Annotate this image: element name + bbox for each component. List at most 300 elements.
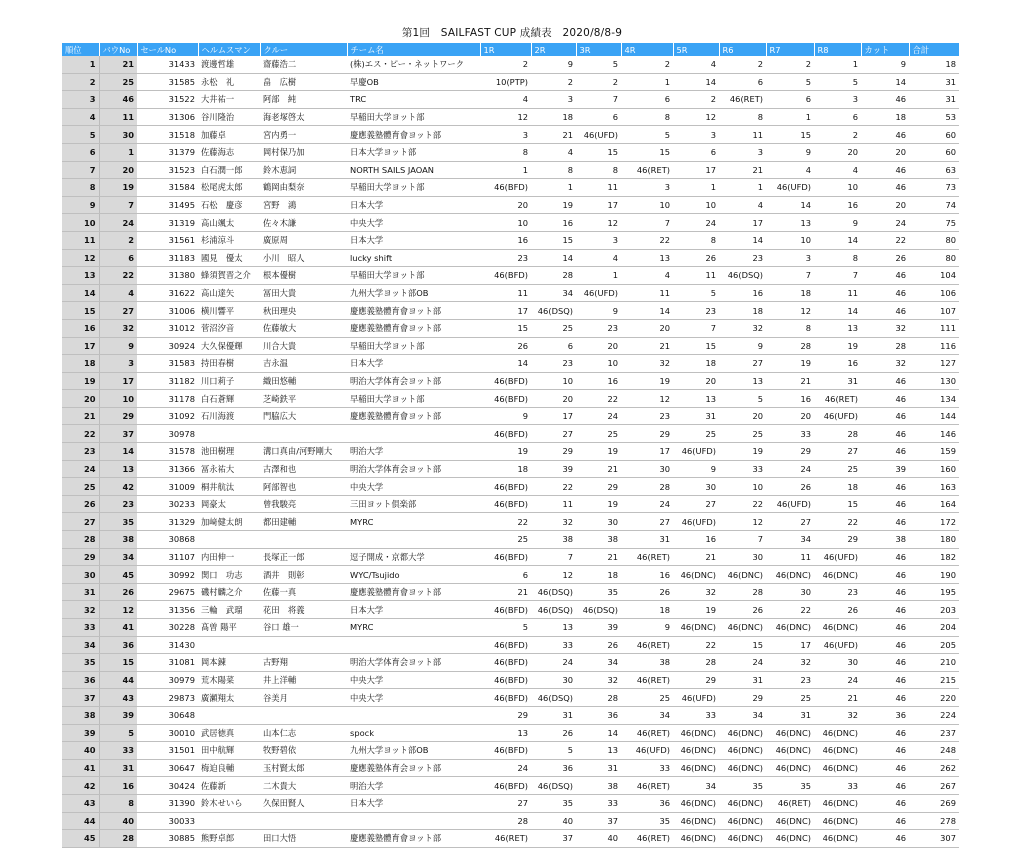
- cell-sail-no: 31366: [137, 460, 198, 478]
- table-row: [62, 390, 959, 408]
- cell-rank: 1: [62, 56, 99, 73]
- cell-rank: 36: [62, 671, 99, 689]
- cell-race-6: 46(DNC): [719, 724, 766, 742]
- cell-crew: 古澤和也: [260, 460, 347, 478]
- cell-race-7: 22: [766, 601, 814, 619]
- cell-race-1: 46(BFD): [480, 654, 531, 672]
- cell-total: 159: [909, 443, 959, 461]
- cell-cut: 46: [861, 91, 909, 109]
- cell-race-3: 46(UFD): [576, 126, 621, 144]
- cell-cut: 46: [861, 654, 909, 672]
- cell-bow-no: 17: [99, 372, 137, 390]
- cell-race-1: 46(BFD): [480, 495, 531, 513]
- cell-race-2: 22: [531, 478, 576, 496]
- cell-rank: 41: [62, 759, 99, 777]
- cell-race-8: 22: [814, 513, 861, 531]
- cell-cut: 32: [861, 319, 909, 337]
- cell-race-2: 33: [531, 636, 576, 654]
- cell-race-5: 13: [673, 390, 719, 408]
- table-row: [62, 337, 959, 355]
- cell-race-1: 2: [480, 56, 531, 73]
- cell-helmsman: 冨永祐大: [198, 460, 260, 478]
- cell-total: 18: [909, 56, 959, 73]
- cell-race-1: 26: [480, 337, 531, 355]
- cell-race-8: 46(DNC): [814, 794, 861, 812]
- cell-team-name: (株)エス・ピー・ネットワーク: [347, 56, 480, 73]
- cell-race-4: 46(RET): [621, 161, 673, 179]
- cell-race-4: 9: [621, 619, 673, 637]
- cell-race-6: 24: [719, 654, 766, 672]
- cell-race-8: 31: [814, 372, 861, 390]
- cell-total: 80: [909, 231, 959, 249]
- cell-race-6: 31: [719, 671, 766, 689]
- cell-race-2: 18: [531, 108, 576, 126]
- cell-bow-no: 29: [99, 407, 137, 425]
- cell-race-2: 37: [531, 830, 576, 848]
- cell-crew: 佐々木謙: [260, 214, 347, 232]
- cell-rank: 35: [62, 654, 99, 672]
- cell-helmsman: 荒木陽菜: [198, 671, 260, 689]
- cell-sail-no: 31006: [137, 302, 198, 320]
- cell-race-4: 46(RET): [621, 548, 673, 566]
- table-row: [62, 513, 959, 531]
- cell-cut: 20: [861, 196, 909, 214]
- cell-race-4: 29: [621, 425, 673, 443]
- cell-sail-no: 30233: [137, 495, 198, 513]
- cell-crew: 井上洋輔: [260, 671, 347, 689]
- cell-total: 195: [909, 583, 959, 601]
- cell-race-5: 46(DNC): [673, 759, 719, 777]
- cell-race-3: 38: [576, 777, 621, 795]
- cell-helmsman: 池田樹理: [198, 443, 260, 461]
- cell-crew: 久保田賢人: [260, 794, 347, 812]
- cell-bow-no: 7: [99, 196, 137, 214]
- cell-helmsman: 梅迫良輔: [198, 759, 260, 777]
- cell-total: 80: [909, 249, 959, 267]
- cell-bow-no: 36: [99, 636, 137, 654]
- cell-total: 164: [909, 495, 959, 513]
- table-row: [62, 56, 959, 73]
- cell-crew: 牧野碧依: [260, 742, 347, 760]
- cell-race-2: 35: [531, 794, 576, 812]
- cell-race-8: 26: [814, 601, 861, 619]
- table-row: [62, 355, 959, 373]
- cell-race-2: 21: [531, 126, 576, 144]
- cell-team-name: 早稲田大学ヨット部: [347, 337, 480, 355]
- cell-race-7: 25: [766, 689, 814, 707]
- cell-team-name: 逗子開成・京都大学: [347, 548, 480, 566]
- cell-race-8: 23: [814, 583, 861, 601]
- cell-race-6: 1: [719, 179, 766, 197]
- cell-cut: 9: [861, 56, 909, 73]
- cell-crew: 根本優樹: [260, 267, 347, 285]
- cell-helmsman: 髙曽 陽平: [198, 619, 260, 637]
- cell-sail-no: 31583: [137, 355, 198, 373]
- cell-cut: 46: [861, 759, 909, 777]
- table-row: [62, 407, 959, 425]
- cell-crew: 吉永温: [260, 355, 347, 373]
- cell-crew: 岡村保乃加: [260, 143, 347, 161]
- cell-total: 248: [909, 742, 959, 760]
- cell-rank: 9: [62, 196, 99, 214]
- cell-race-3: 13: [576, 742, 621, 760]
- cell-helmsman: 白石蒼輝: [198, 390, 260, 408]
- cell-helmsman: 岡本錬: [198, 654, 260, 672]
- cell-crew: 川合大貴: [260, 337, 347, 355]
- cell-cut: 36: [861, 706, 909, 724]
- cell-cut: 46: [861, 267, 909, 285]
- table-row: [62, 759, 959, 777]
- cell-rank: 10: [62, 214, 99, 232]
- cell-race-6: 46(DNC): [719, 742, 766, 760]
- table-row: [62, 830, 959, 848]
- cell-race-4: 8: [621, 108, 673, 126]
- cell-race-6: 34: [719, 706, 766, 724]
- cell-race-4: 11: [621, 284, 673, 302]
- cell-race-2: 20: [531, 390, 576, 408]
- cell-total: 31: [909, 91, 959, 109]
- cell-race-4: 3: [621, 179, 673, 197]
- cell-race-5: 4: [673, 56, 719, 73]
- table-row: [62, 566, 959, 584]
- cell-sail-no: 31561: [137, 231, 198, 249]
- cell-helmsman: 横川響平: [198, 302, 260, 320]
- cell-sail-no: 31380: [137, 267, 198, 285]
- cell-race-4: 27: [621, 513, 673, 531]
- cell-sail-no: 31092: [137, 407, 198, 425]
- cell-race-6: 13: [719, 372, 766, 390]
- cell-race-8: 3: [814, 91, 861, 109]
- cell-race-2: 4: [531, 143, 576, 161]
- table-row: [62, 91, 959, 109]
- cell-race-5: 46(DNC): [673, 619, 719, 637]
- cell-crew: 谷口 雄一: [260, 619, 347, 637]
- cell-team-name: 中央大学: [347, 478, 480, 496]
- cell-race-1: 46(BFD): [480, 267, 531, 285]
- cell-race-4: 31: [621, 531, 673, 549]
- cell-race-7: 18: [766, 284, 814, 302]
- cell-total: 203: [909, 601, 959, 619]
- cell-race-6: 18: [719, 302, 766, 320]
- cell-race-7: 16: [766, 390, 814, 408]
- cell-sail-no: 30979: [137, 671, 198, 689]
- cell-helmsman: 蜂須賀晋之介: [198, 267, 260, 285]
- cell-crew: 鈴木恵詞: [260, 161, 347, 179]
- cell-bow-no: 23: [99, 495, 137, 513]
- cell-race-2: 24: [531, 654, 576, 672]
- cell-race-1: 25: [480, 531, 531, 549]
- cell-race-7: 46(DNC): [766, 759, 814, 777]
- cell-race-2: 46(DSQ): [531, 583, 576, 601]
- cell-total: 237: [909, 724, 959, 742]
- cell-race-2: 30: [531, 671, 576, 689]
- cell-race-1: 15: [480, 319, 531, 337]
- cell-bow-no: 39: [99, 706, 137, 724]
- cell-helmsman: 内田伸一: [198, 548, 260, 566]
- cell-team-name: TRC: [347, 91, 480, 109]
- cell-cut: 18: [861, 108, 909, 126]
- cell-helmsman: 大久保優輝: [198, 337, 260, 355]
- header-race-6: R6: [719, 43, 766, 56]
- cell-crew: 齋藤浩二: [260, 56, 347, 73]
- cell-helmsman: 三輪 武瑠: [198, 601, 260, 619]
- cell-bow-no: 32: [99, 319, 137, 337]
- cell-bow-no: 10: [99, 390, 137, 408]
- cell-cut: 46: [861, 689, 909, 707]
- cell-race-4: 28: [621, 478, 673, 496]
- cell-race-4: 10: [621, 196, 673, 214]
- cell-cut: 46: [861, 566, 909, 584]
- table-row: [62, 531, 959, 549]
- header-row: [62, 43, 959, 56]
- header-race-8: R8: [814, 43, 861, 56]
- cell-race-6: 46(DNC): [719, 830, 766, 848]
- cell-race-2: 1: [531, 179, 576, 197]
- header-rank: 順位: [62, 43, 99, 56]
- cell-race-1: 14: [480, 355, 531, 373]
- cell-race-1: 11: [480, 284, 531, 302]
- cell-race-4: 35: [621, 812, 673, 830]
- cell-race-2: 23: [531, 355, 576, 373]
- cell-bow-no: 22: [99, 267, 137, 285]
- cell-total: 224: [909, 706, 959, 724]
- results-table: [62, 43, 960, 848]
- cell-race-5: 32: [673, 583, 719, 601]
- cell-race-5: 5: [673, 284, 719, 302]
- cell-race-1: 46(BFD): [480, 548, 531, 566]
- cell-crew: 佐藤敏大: [260, 319, 347, 337]
- cell-helmsman: 永松 礼: [198, 73, 260, 91]
- cell-race-5: 19: [673, 601, 719, 619]
- cell-sail-no: 30868: [137, 531, 198, 549]
- cell-race-3: 46(DSQ): [576, 601, 621, 619]
- cell-sail-no: 31329: [137, 513, 198, 531]
- cell-race-4: 22: [621, 231, 673, 249]
- cell-race-5: 46(DNC): [673, 724, 719, 742]
- cell-race-3: 10: [576, 355, 621, 373]
- cell-race-3: 26: [576, 636, 621, 654]
- cell-bow-no: 20: [99, 161, 137, 179]
- cell-race-6: 11: [719, 126, 766, 144]
- cell-race-2: 14: [531, 249, 576, 267]
- cell-race-4: 7: [621, 214, 673, 232]
- cell-race-8: 13: [814, 319, 861, 337]
- cell-rank: 4: [62, 108, 99, 126]
- cell-sail-no: 30648: [137, 706, 198, 724]
- cell-rank: 32: [62, 601, 99, 619]
- cell-race-1: 20: [480, 196, 531, 214]
- cell-team-name: 九州大学ヨット部OB: [347, 284, 480, 302]
- cell-race-3: 30: [576, 513, 621, 531]
- cell-race-6: 23: [719, 249, 766, 267]
- cell-race-6: 26: [719, 601, 766, 619]
- cell-crew: 古野翔: [260, 654, 347, 672]
- cell-rank: 40: [62, 742, 99, 760]
- cell-race-4: 18: [621, 601, 673, 619]
- table-row: [62, 706, 959, 724]
- cell-race-8: 2: [814, 126, 861, 144]
- cell-race-1: 46(RET): [480, 830, 531, 848]
- cell-race-1: 24: [480, 759, 531, 777]
- cell-race-7: 27: [766, 513, 814, 531]
- cell-rank: 26: [62, 495, 99, 513]
- table-row: [62, 249, 959, 267]
- cell-sail-no: 30424: [137, 777, 198, 795]
- cell-crew: 佐藤一真: [260, 583, 347, 601]
- table-row: [62, 372, 959, 390]
- table-row: [62, 214, 959, 232]
- cell-total: 163: [909, 478, 959, 496]
- cell-sail-no: 31585: [137, 73, 198, 91]
- cell-race-3: 22: [576, 390, 621, 408]
- cell-sail-no: 31584: [137, 179, 198, 197]
- cell-sail-no: 31009: [137, 478, 198, 496]
- cell-race-3: 7: [576, 91, 621, 109]
- cell-team-name: 早慶OB: [347, 73, 480, 91]
- cell-team-name: MYRC: [347, 619, 480, 637]
- cell-race-1: 4: [480, 91, 531, 109]
- cell-crew: 宮野 鴻: [260, 196, 347, 214]
- cell-race-3: 12: [576, 214, 621, 232]
- cell-race-1: 23: [480, 249, 531, 267]
- cell-bow-no: 3: [99, 355, 137, 373]
- cell-race-6: 20: [719, 407, 766, 425]
- cell-total: 267: [909, 777, 959, 795]
- cell-race-5: 26: [673, 249, 719, 267]
- cell-cut: 46: [861, 179, 909, 197]
- cell-cut: 46: [861, 724, 909, 742]
- cell-rank: 12: [62, 249, 99, 267]
- cell-race-7: 24: [766, 460, 814, 478]
- cell-race-2: 13: [531, 619, 576, 637]
- cell-race-8: 46(DNC): [814, 619, 861, 637]
- table-row: [62, 231, 959, 249]
- cell-race-6: 22: [719, 495, 766, 513]
- cell-race-6: 9: [719, 337, 766, 355]
- cell-race-2: 2: [531, 73, 576, 91]
- cell-race-7: 28: [766, 337, 814, 355]
- cell-race-8: 6: [814, 108, 861, 126]
- cell-race-3: 2: [576, 73, 621, 91]
- cell-race-4: 4: [621, 267, 673, 285]
- cell-total: 172: [909, 513, 959, 531]
- cell-race-7: 34: [766, 531, 814, 549]
- cell-race-4: 46(RET): [621, 777, 673, 795]
- header-helmsman: ヘルムスマン: [198, 43, 260, 56]
- cell-race-5: 46(UFD): [673, 513, 719, 531]
- cell-race-1: 46(BFD): [480, 601, 531, 619]
- cell-race-4: 16: [621, 566, 673, 584]
- cell-helmsman: 白石潤一郎: [198, 161, 260, 179]
- cell-bow-no: 13: [99, 460, 137, 478]
- cell-total: 146: [909, 425, 959, 443]
- cell-race-4: 46(RET): [621, 724, 673, 742]
- cell-race-5: 3: [673, 126, 719, 144]
- cell-total: 144: [909, 407, 959, 425]
- cell-race-7: 20: [766, 407, 814, 425]
- cell-race-8: 30: [814, 654, 861, 672]
- cell-rank: 29: [62, 548, 99, 566]
- cell-race-3: 34: [576, 654, 621, 672]
- cell-rank: 38: [62, 706, 99, 724]
- cell-total: 160: [909, 460, 959, 478]
- cell-race-7: 19: [766, 355, 814, 373]
- cell-race-1: 27: [480, 794, 531, 812]
- cell-race-4: 46(RET): [621, 671, 673, 689]
- cell-race-4: 20: [621, 319, 673, 337]
- cell-race-7: 46(DNC): [766, 830, 814, 848]
- cell-total: 73: [909, 179, 959, 197]
- cell-crew: 門脇広大: [260, 407, 347, 425]
- cell-cut: 26: [861, 249, 909, 267]
- cell-total: 278: [909, 812, 959, 830]
- cell-race-3: 9: [576, 302, 621, 320]
- cell-race-8: 46(DNC): [814, 759, 861, 777]
- cell-race-4: 15: [621, 143, 673, 161]
- cell-team-name: 慶應義塾體育會ヨット部: [347, 319, 480, 337]
- cell-rank: 21: [62, 407, 99, 425]
- cell-helmsman: 鈴木せいら: [198, 794, 260, 812]
- cell-helmsman: 渡邊哲雄: [198, 56, 260, 73]
- cell-crew: 阿部 純: [260, 91, 347, 109]
- cell-sail-no: 31107: [137, 548, 198, 566]
- cell-team-name: 明治大学体育会ヨット部: [347, 654, 480, 672]
- cell-rank: 28: [62, 531, 99, 549]
- cell-race-5: 46(UFD): [673, 689, 719, 707]
- table-row: [62, 689, 959, 707]
- cell-team-name: 日本大学: [347, 196, 480, 214]
- cell-cut: 39: [861, 460, 909, 478]
- cell-rank: 2: [62, 73, 99, 91]
- cell-sail-no: 31356: [137, 601, 198, 619]
- cell-race-6: 46(DNC): [719, 566, 766, 584]
- table-row: [62, 601, 959, 619]
- cell-race-2: 27: [531, 425, 576, 443]
- cell-rank: 18: [62, 355, 99, 373]
- cell-race-4: 26: [621, 583, 673, 601]
- cell-race-3: 23: [576, 319, 621, 337]
- cell-race-3: 31: [576, 759, 621, 777]
- cell-race-7: 15: [766, 126, 814, 144]
- cell-race-8: 33: [814, 777, 861, 795]
- cell-total: 106: [909, 284, 959, 302]
- cell-race-2: 28: [531, 267, 576, 285]
- cell-race-2: 10: [531, 372, 576, 390]
- table-row: [62, 267, 959, 285]
- cell-total: 307: [909, 830, 959, 848]
- table-row: [62, 583, 959, 601]
- cell-total: 262: [909, 759, 959, 777]
- cell-race-7: 46(UFD): [766, 179, 814, 197]
- cell-cut: 46: [861, 548, 909, 566]
- cell-helmsman: 大井祐一: [198, 91, 260, 109]
- cell-total: 130: [909, 372, 959, 390]
- cell-race-8: 16: [814, 355, 861, 373]
- cell-crew: 畠 広樹: [260, 73, 347, 91]
- cell-race-7: 35: [766, 777, 814, 795]
- cell-race-2: 3: [531, 91, 576, 109]
- cell-race-2: 6: [531, 337, 576, 355]
- cell-race-6: 46(DNC): [719, 759, 766, 777]
- cell-bow-no: 6: [99, 249, 137, 267]
- cell-race-1: 46(BFD): [480, 390, 531, 408]
- cell-team-name: 早稲田大学ヨット部: [347, 267, 480, 285]
- cell-team-name: 明治大学体育会ヨット部: [347, 372, 480, 390]
- cell-team-name: 明治大学: [347, 777, 480, 795]
- cell-race-5: 31: [673, 407, 719, 425]
- cell-race-7: 33: [766, 425, 814, 443]
- cell-race-5: 25: [673, 425, 719, 443]
